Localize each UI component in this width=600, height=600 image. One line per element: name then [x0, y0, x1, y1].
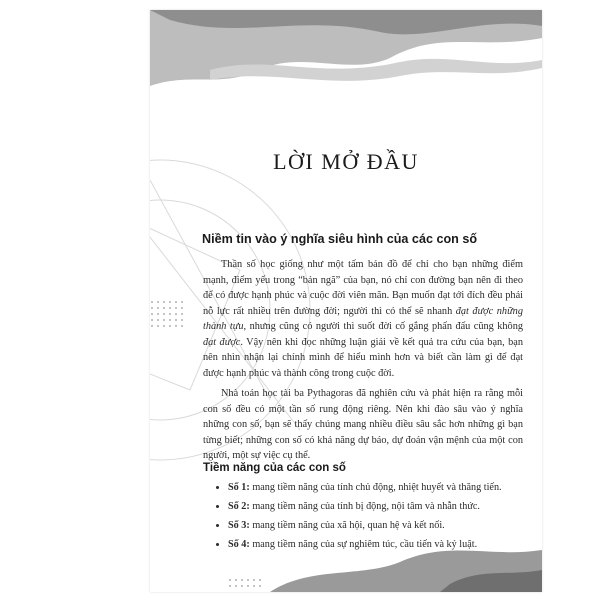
section-body	[203, 257, 523, 469]
list-item: • Số 4: mang tiềm năng của sự nghiêm túc, cầu tiến và kỷ luật.	[228, 537, 528, 552]
list-item: • Số 3: mang tiềm năng của xã hội, quan hệ và kết nối.	[228, 518, 528, 533]
dot-grid-left	[151, 301, 183, 327]
dot-grid-bottom	[229, 579, 261, 587]
list-item: • Số 1: mang tiềm năng của tính chủ động, nhiệt huyết và thăng tiến.	[228, 480, 528, 495]
section-heading-beliefs: Niềm tin vào ý nghĩa siêu hình của các con số	[202, 232, 478, 246]
paragraph-2: Nhà toán học tài ba Pythagoras đã nghiên cứu và phát hiện ra rằng mỗi con số đều có một tần số rung động riêng. Nên khi đào sâu vào ý nghĩa những con số, bạn sẽ thấy chúng mang nhiều điều sâu sắc hơn những gì bạn từng biết; những con số có khả năng dự báo, dự đoán vận mệnh của một con người, một sự việc cụ thể.	[203, 388, 523, 461]
list-item: • Số 2: mang tiềm năng của tính bị động, nội tâm và nhẫn thức.	[228, 499, 528, 514]
number-potential-list	[212, 480, 528, 556]
section-heading-potential: Tiềm năng của các con số	[203, 462, 346, 474]
paragraph-1: Thần số học giống như một tấm bản đồ để chỉ cho bạn những điểm mạnh, điểm yếu trong “bản ngã” của bạn, nó chỉ con đường bạn nên đi theo để có được hạnh phúc và cuộc đời viên mãn. Bạn muốn đạt tới đích đều phải nỗ lực rất nhiều trên đường đời; người thì có thể sẽ nhanh đạt được những thành tựu, nhưng cũng có người thì suốt đời cố gắng phấn đấu cũng không đạt được. Vậy nên khi đọc những luận giải về kết quả tra cứu của bạn, bạn nên nhìn nhận lại chính mình để hiểu mình hơn và biết cần làm gì để đạt được hạnh phúc và thành công trong cuộc đời.	[203, 259, 524, 379]
page-title: LỜI MỞ ĐẦU	[273, 149, 419, 174]
book-page	[150, 10, 542, 592]
